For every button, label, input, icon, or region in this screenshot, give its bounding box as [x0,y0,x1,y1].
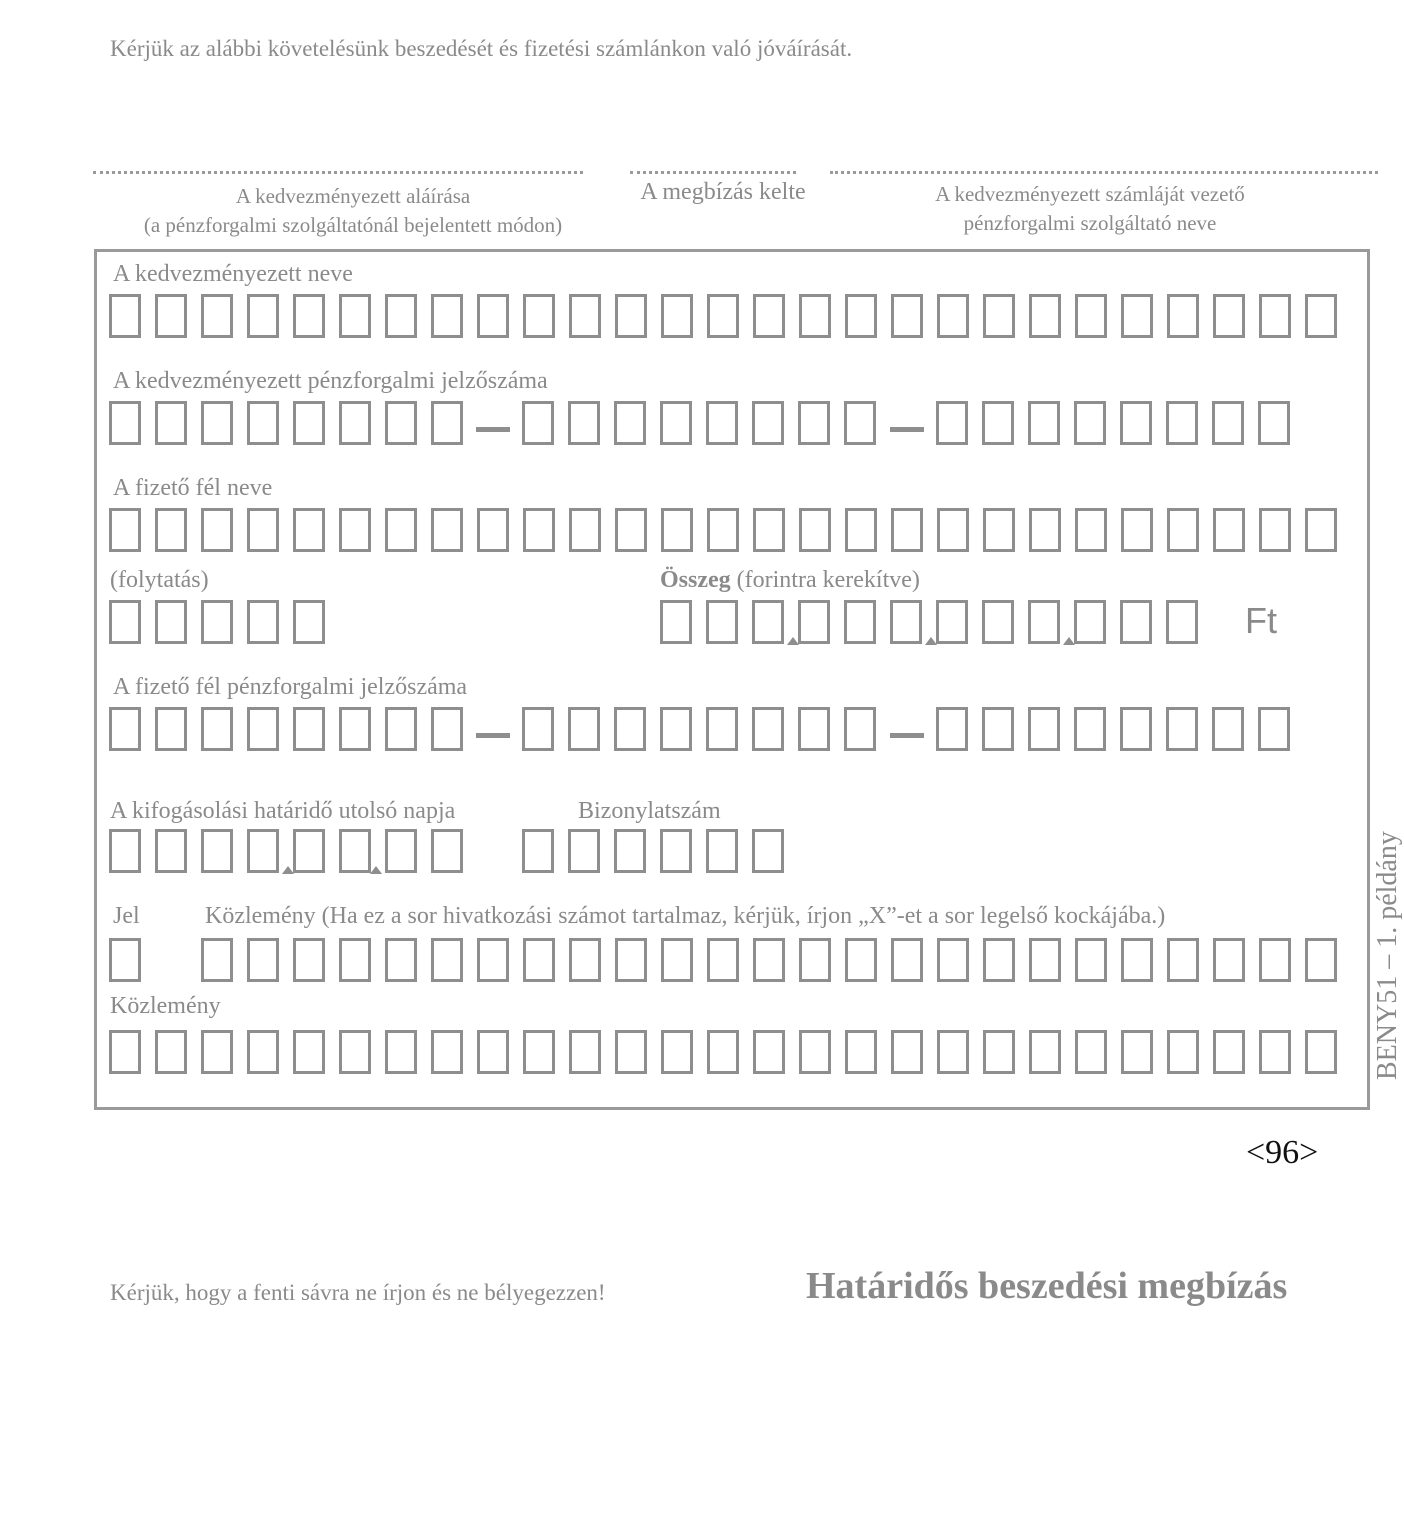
beneficiary-name-cell[interactable] [1259,294,1291,338]
amount-cell[interactable] [660,600,692,644]
objection-deadline-cell[interactable] [201,829,233,873]
beneficiary-name-cell[interactable] [845,294,877,338]
payer-name-cell[interactable] [799,508,831,552]
amount-cell[interactable] [936,600,968,644]
payer-account-cell[interactable] [1028,707,1060,751]
remark-second-cell[interactable] [109,1030,141,1074]
beneficiary-account-cell[interactable] [936,401,968,445]
beneficiary-account-cell[interactable] [568,401,600,445]
payer-account-cell[interactable] [385,707,417,751]
remark-hint-label: Közlemény (Ha ez a sor hivatkozási számot tartalmaz, kérjük, írjon „X”-et a sor legelső kockájába.) [205,903,1166,929]
remark-second-cell[interactable] [293,1030,325,1074]
date-line [630,171,796,174]
beneficiary-account-cell[interactable] [1028,401,1060,445]
remark-first-cell[interactable] [1213,938,1245,982]
objection-deadline-label: A kifogásolási határidő utolsó napja [110,798,456,824]
beneficiary-name-cell[interactable] [983,294,1015,338]
payer-name-cell[interactable] [339,508,371,552]
beneficiary-name-cell[interactable] [1305,294,1337,338]
remark-second-cell[interactable] [523,1030,555,1074]
remark-first-cell[interactable] [1075,938,1107,982]
amount-group-mark [787,637,799,645]
beneficiary-name-cell[interactable] [799,294,831,338]
remark-first-cell[interactable] [201,938,233,982]
document-number-cell[interactable] [752,829,784,873]
remark-first-cell[interactable] [431,938,463,982]
remark-second-cell[interactable] [753,1030,785,1074]
objection-deadline-cell[interactable] [339,829,371,873]
payer-account-cell[interactable] [247,707,279,751]
payer-name-cell[interactable] [247,508,279,552]
beneficiary-account-cell[interactable] [109,401,141,445]
footer-title: Határidős beszedési megbízás [806,1265,1288,1307]
remark-second-cell[interactable] [1121,1030,1153,1074]
remark-second-cell[interactable] [891,1030,923,1074]
remark-first-cell[interactable] [937,938,969,982]
payer-account-cell[interactable] [752,707,784,751]
beneficiary-name-cell[interactable] [753,294,785,338]
remark-first-cell[interactable] [845,938,877,982]
mark-cell[interactable] [109,938,141,982]
payer-account-cell[interactable] [293,707,325,751]
bank-name-line [830,171,1378,174]
payer-account-cell[interactable] [522,707,554,751]
objection-deadline-group-mark [282,866,294,874]
payer-account-cell[interactable] [1166,707,1198,751]
beneficiary-account-separator [476,427,510,432]
payer-name-cell[interactable] [1305,508,1337,552]
objection-deadline-cell[interactable] [293,829,325,873]
amount-cell[interactable] [890,600,922,644]
payer-account-cell[interactable] [155,707,187,751]
mark-label: Jel [113,903,140,929]
payer-name-cell[interactable] [293,508,325,552]
payer-account-cell[interactable] [1074,707,1106,751]
payer-name-cell[interactable] [661,508,693,552]
payer-name-cell[interactable] [1259,508,1291,552]
payer-account-cell[interactable] [1258,707,1290,751]
amount-label-rest: (forintra kerekítve) [730,567,920,593]
beneficiary-name-cell[interactable] [1121,294,1153,338]
payer-name-cell[interactable] [983,508,1015,552]
amount-cell[interactable] [752,600,784,644]
payer-account-cell[interactable] [201,707,233,751]
remark-first-cell[interactable] [247,938,279,982]
remark-first-cell[interactable] [339,938,371,982]
remark-second-cell[interactable] [385,1030,417,1074]
remark-second-cell[interactable] [661,1030,693,1074]
amount-cell[interactable] [706,600,738,644]
beneficiary-name-cell[interactable] [707,294,739,338]
amount-cell[interactable] [1120,600,1152,644]
objection-deadline-cell[interactable] [431,829,463,873]
beneficiary-account-cell[interactable] [247,401,279,445]
remark-first-cell[interactable] [293,938,325,982]
bank-name-label-line1: A kedvezményezett számláját vezető [935,182,1245,206]
payer-name-continuation-cell[interactable] [155,600,187,644]
remark-second-cell[interactable] [1075,1030,1107,1074]
intro-text: Kérjük az alábbi követelésünk beszedését és fizetési számlánkon való jóváírását. [110,36,853,61]
beneficiary-account-cell[interactable] [293,401,325,445]
payer-account-separator [890,733,924,738]
beneficiary-name-cell[interactable] [339,294,371,338]
amount-cell[interactable] [982,600,1014,644]
payer-name-cell[interactable] [523,508,555,552]
page-number: <96> [1246,1134,1319,1171]
remark-second-cell[interactable] [983,1030,1015,1074]
payer-account-cell[interactable] [339,707,371,751]
beneficiary-name-cell[interactable] [431,294,463,338]
payer-name-cell[interactable] [707,508,739,552]
beneficiary-name-cell[interactable] [247,294,279,338]
beneficiary-account-cell[interactable] [385,401,417,445]
remark-second-cell[interactable] [1167,1030,1199,1074]
payer-name-cell[interactable] [477,508,509,552]
remark-first-cell[interactable] [615,938,647,982]
document-number-label: Bizonylatszám [578,798,721,824]
beneficiary-name-cell[interactable] [293,294,325,338]
payer-name-cell[interactable] [201,508,233,552]
remark-second-cell[interactable] [799,1030,831,1074]
beneficiary-name-cell[interactable] [1167,294,1199,338]
objection-deadline-cell[interactable] [155,829,187,873]
signature-label-line1: A kedvezményezett aláírása [235,184,471,208]
remark-first-cell[interactable] [1029,938,1061,982]
remark-second-cell[interactable] [615,1030,647,1074]
document-number-cell[interactable] [522,829,554,873]
payer-name-cell[interactable] [1213,508,1245,552]
remark-second-cell[interactable] [155,1030,187,1074]
payer-name-cell[interactable] [385,508,417,552]
document-number-cell[interactable] [706,829,738,873]
beneficiary-name-cell[interactable] [615,294,647,338]
beneficiary-account-cell[interactable] [1166,401,1198,445]
beneficiary-name-cell[interactable] [155,294,187,338]
payer-account-cell[interactable] [568,707,600,751]
payer-account-separator [476,733,510,738]
signature-label-line2: (a pénzforgalmi szolgáltatónál bejelentett módon) [143,213,563,237]
payer-name-continuation-cell[interactable] [247,600,279,644]
remark-first-cell[interactable] [523,938,555,982]
beneficiary-account-cell[interactable] [1120,401,1152,445]
payer-name-cell[interactable] [891,508,923,552]
payer-account-cell[interactable] [431,707,463,751]
document-number-cell[interactable] [614,829,646,873]
payer-name-cell[interactable] [155,508,187,552]
objection-deadline-cell[interactable] [247,829,279,873]
payer-name-cell[interactable] [937,508,969,552]
objection-deadline-cell[interactable] [385,829,417,873]
remark-second-cell[interactable] [431,1030,463,1074]
payer-name-label: A fizető fél neve [113,475,273,501]
payer-account-cell[interactable] [1120,707,1152,751]
amount-label-bold: Összeg [660,567,731,593]
beneficiary-account-separator [890,427,924,432]
remark-second-cell[interactable] [937,1030,969,1074]
amount-label [660,567,920,594]
amount-cell[interactable] [798,600,830,644]
objection-deadline-group-mark [370,866,382,874]
amount-cell[interactable] [1074,600,1106,644]
payer-account-cell[interactable] [1212,707,1244,751]
amount-cell[interactable] [1166,600,1198,644]
remark-first-cell[interactable] [1259,938,1291,982]
beneficiary-account-cell[interactable] [706,401,738,445]
remark-first-cell[interactable] [1305,938,1337,982]
remark-first-cell[interactable] [477,938,509,982]
beneficiary-account-cell[interactable] [1212,401,1244,445]
beneficiary-name-cell[interactable] [891,294,923,338]
remark-first-cell[interactable] [661,938,693,982]
remark-second-cell[interactable] [247,1030,279,1074]
remark-second-cell[interactable] [707,1030,739,1074]
amount-group-mark [1063,637,1075,645]
bank-name-label [830,180,1350,238]
payer-account-cell[interactable] [660,707,692,751]
beneficiary-name-cell[interactable] [1213,294,1245,338]
beneficiary-account-cell[interactable] [522,401,554,445]
payer-account-cell[interactable] [982,707,1014,751]
payer-name-continuation-cell[interactable] [293,600,325,644]
remark-first-cell[interactable] [569,938,601,982]
remark-second-cell[interactable] [1213,1030,1245,1074]
payer-account-cell[interactable] [844,707,876,751]
remark-second-cell[interactable] [201,1030,233,1074]
payer-name-cell[interactable] [753,508,785,552]
payer-name-continuation-cell[interactable] [109,600,141,644]
document-number-cell[interactable] [660,829,692,873]
beneficiary-account-label: A kedvezményezett pénzforgalmi jelzőszáma [113,368,548,394]
remark-first-cell[interactable] [983,938,1015,982]
beneficiary-name-cell[interactable] [937,294,969,338]
side-code: BENY51 – 1. példány [1372,831,1403,1080]
beneficiary-name-cell[interactable] [569,294,601,338]
beneficiary-account-cell[interactable] [752,401,784,445]
signature-line [93,171,583,174]
remark-first-cell[interactable] [891,938,923,982]
footer-note: Kérjük, hogy a fenti sávra ne írjon és ne bélyegezzen! [110,1280,606,1305]
payer-name-cell[interactable] [1075,508,1107,552]
beneficiary-name-cell[interactable] [477,294,509,338]
objection-deadline-cell[interactable] [109,829,141,873]
beneficiary-name-cell[interactable] [523,294,555,338]
payer-name-cell[interactable] [1121,508,1153,552]
beneficiary-account-cell[interactable] [982,401,1014,445]
remark-second-cell[interactable] [569,1030,601,1074]
beneficiary-account-cell[interactable] [1258,401,1290,445]
payer-name-cell[interactable] [109,508,141,552]
payer-name-cell[interactable] [1167,508,1199,552]
payer-account-cell[interactable] [706,707,738,751]
currency-label: Ft [1245,600,1277,641]
bank-name-label-line2: pénzforgalmi szolgáltató neve [963,211,1217,235]
remark-first-cell[interactable] [1167,938,1199,982]
amount-cell[interactable] [1028,600,1060,644]
payer-account-cell[interactable] [614,707,646,751]
amount-cell[interactable] [844,600,876,644]
payer-name-cell[interactable] [615,508,647,552]
payer-account-cell[interactable] [109,707,141,751]
remark-second-cell[interactable] [339,1030,371,1074]
payer-account-cell[interactable] [936,707,968,751]
remark-second-cell[interactable] [1305,1030,1337,1074]
remark-first-cell[interactable] [753,938,785,982]
beneficiary-account-cell[interactable] [798,401,830,445]
beneficiary-account-cell[interactable] [431,401,463,445]
amount-group-mark [925,637,937,645]
beneficiary-name-cell[interactable] [201,294,233,338]
beneficiary-account-cell[interactable] [660,401,692,445]
beneficiary-name-cell[interactable] [661,294,693,338]
remark-second-cell[interactable] [477,1030,509,1074]
remark-first-cell[interactable] [707,938,739,982]
beneficiary-account-cell[interactable] [1074,401,1106,445]
beneficiary-name-label: A kedvezményezett neve [113,261,353,287]
continuation-label: (folytatás) [110,567,209,593]
beneficiary-account-cell[interactable] [614,401,646,445]
beneficiary-account-cell[interactable] [844,401,876,445]
beneficiary-name-cell[interactable] [385,294,417,338]
beneficiary-name-cell[interactable] [1029,294,1061,338]
payer-name-cell[interactable] [431,508,463,552]
payer-name-cell[interactable] [569,508,601,552]
beneficiary-account-cell[interactable] [339,401,371,445]
payer-account-label: A fizető fél pénzforgalmi jelzőszáma [113,674,468,700]
beneficiary-name-cell[interactable] [1075,294,1107,338]
date-label: A megbízás kelte [640,179,806,205]
remark-first-cell[interactable] [385,938,417,982]
document-number-cell[interactable] [568,829,600,873]
payer-name-cell[interactable] [1029,508,1061,552]
beneficiary-account-cell[interactable] [201,401,233,445]
payer-account-cell[interactable] [798,707,830,751]
remark-second-cell[interactable] [845,1030,877,1074]
beneficiary-account-cell[interactable] [155,401,187,445]
beneficiary-name-cell[interactable] [109,294,141,338]
remark-first-cell[interactable] [799,938,831,982]
remark-first-cell[interactable] [1121,938,1153,982]
remark-label: Közlemény [110,993,221,1019]
signature-label [93,182,613,240]
payer-name-continuation-cell[interactable] [201,600,233,644]
remark-second-cell[interactable] [1259,1030,1291,1074]
payer-name-cell[interactable] [845,508,877,552]
remark-second-cell[interactable] [1029,1030,1061,1074]
